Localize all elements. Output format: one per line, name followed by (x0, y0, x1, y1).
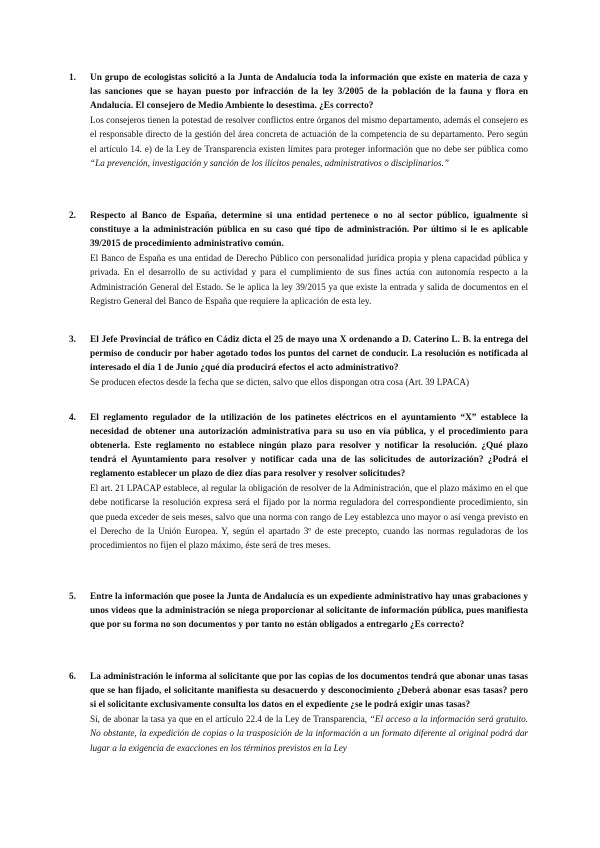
answer-plain: Los consejeros tienen la potestad de resolver conflictos entre órganos del mismo departamento, además el consejero es el responsable directo de la gestión del área concreta de actuación de la competencia de su departamento. Pero según el artículo 14. e) de la Ley de Transparencia existen límites para proteger información que no debe ser pública como (90, 115, 528, 154)
question-number: 4. (69, 413, 76, 423)
question-item-6 (69, 670, 529, 755)
answer-text (90, 712, 528, 755)
answer-plain: Sí, de abonar la tasa ya que en el artículo 22.4 de la Ley de Transparencia, (90, 714, 368, 724)
question-item-2 (69, 209, 528, 308)
question-number: 2. (69, 211, 76, 221)
question-text: Un grupo de ecologistas solicitó a la Junta de Andalucía toda la información que existe en materia de caza y las sanciones que se hayan puesto por infracción de la ley 3/2005 de la población de la fauna y flora en Andalucía. El consejero de Medio Ambiente lo desestima. ¿Es correcto? (90, 73, 528, 111)
question-text: Respecto al Banco de España, determine si una entidad pertenece o no al sector público, igualmente si constituye a la administración pública en su caso qué tipo de administración. Por último si le es aplicable 39/2015 de procedimiento administrativo común. (90, 211, 528, 249)
answer-text (90, 113, 528, 170)
question-number: 1. (69, 73, 76, 83)
answer-quote: “La prevención, investigación y sanción de los ilícitos penales, administrativos o disciplinarios.” (90, 157, 449, 168)
question-number: 3. (69, 335, 76, 345)
question-text: El reglamento regulador de la utilización de los patinetes eléctricos en el ayuntamiento “X” establece la necesidad de obtener una autorización administrativa para su uso en vía pública, y el procedimiento para obtenerla. Este reglamento no establece ningún plazo para resolver y notificar la resolución. ¿Qué plazo tendrá el Ayuntamiento para resolver y notificar cada una de las solicitudes de autorización? ¿Podrá el reglamento establecer un plazo de diez días para resolver y resolver solicitudes? (90, 413, 528, 479)
question-item-4 (69, 411, 528, 552)
answer-text: Se producen efectos desde la fecha que se dicten, salvo que ellos dispongan otra cosa (Art. 39 LPACA) (90, 377, 470, 387)
question-text: El Jefe Provincial de tráfico en Cádiz dicta el 25 de mayo una X ordenando a D. Caterino L. B. la entrega del permiso de conducir por haber agotado todos los puntos del carnet de conducir. La resolución es notificada al interesado el día 1 de Junio ¿qué día producirá efectos el acto administrativo? (90, 335, 528, 373)
question-text: Entre la información que posee la Junta de Andalucía es un expediente administrativo hay unas grabaciones y unos videos que la administración se niega proporcionar al solicitante de información pública, pues manifiesta que por su forma no son documentos y por tanto no están obligados a entregarlo ¿Es correcto? (90, 592, 528, 630)
question-number: 5. (69, 592, 76, 602)
answer-text: El Banco de España es una entidad de Derecho Público con personalidad jurídica propia y plena capacidad pública y privada. En el desarrollo de su actividad y para el cumplimiento de sus fines actúa con autonomía respecto a la Administración General del Estado. Se le aplica la ley 39/2015 ya que existe la entrada y salida de documentos en el Registro General del Banco de España que requiere la aplicación de esta ley. (90, 253, 528, 306)
question-item-3 (69, 333, 528, 389)
answer-quote: “El acceso a la información será gratuito. No obstante, la expedición de copias o la trasposición de la información a un formato diferente al original podrá dar lugar a la exigencia de exacciones en los términos previstos en la Ley (90, 714, 529, 753)
question-item-1 (69, 71, 528, 170)
answer-text: El art. 21 LPACAP establece, al regular la obligación de resolver de la Administración, que el plazo máximo en el que debe notificarse la resolución expresa será el fijado por la norma reguladora del correspondiente procedimiento, sin que pueda exceder de seis meses, salvo que una norma con rango de Ley establezca uno mayor o así venga previsto en el Derecho de la Unión Europea. Y, según el apartado 3º de este precepto, cuando las normas reguladoras de los procedimientos no fijen el plazo máximo, éste será de tres meses. (90, 483, 528, 551)
question-item-5 (69, 590, 528, 632)
question-text: La administración le informa al solicitante que por las copias de los documentos tendrá que abonar unas tasas que se han fijado, el solicitante manifiesta su desacuerdo y desconocimiento ¿Deberá abonar esas tasas? pero si el solicitante exclusivamente consulta los datos en el expediente ¿se le podrá exigir unas tasas? (90, 672, 528, 710)
question-number: 6. (69, 672, 76, 682)
